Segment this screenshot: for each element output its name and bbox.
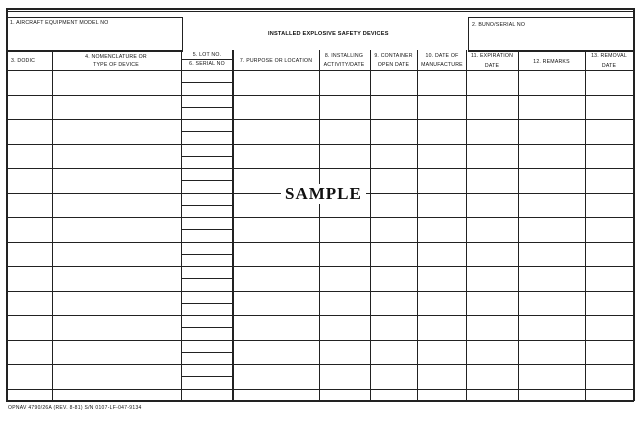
table-row-rule (6, 217, 634, 218)
field-1-box-top (6, 17, 183, 18)
grid-column-divider (52, 50, 53, 400)
lot-serial-subrow-rule (181, 205, 232, 206)
table-row-rule (6, 315, 634, 316)
col-13-label-b: DATE (601, 63, 617, 69)
field-1-box-bottom (6, 50, 183, 52)
form-left-border (6, 8, 8, 401)
safety-devices-form (6, 8, 634, 401)
lot-serial-subrow-rule (181, 254, 232, 255)
field-1-box-right (182, 17, 183, 50)
table-row-rule (6, 266, 634, 267)
grid-column-divider (417, 50, 418, 400)
table-row-rule (6, 364, 634, 365)
form-top-rule (6, 8, 634, 10)
table-row-rule (6, 168, 634, 169)
form-title: INSTALLED EXPLOSIVE SAFETY DEVICES (268, 31, 389, 37)
field-2-box-top (468, 17, 634, 18)
table-row-rule (6, 340, 634, 341)
lot-serial-subrow-rule (181, 327, 232, 328)
col-12-label: 12. REMARKS (533, 59, 570, 65)
field-2-label: 2. BUNO/SERIAL NO (472, 22, 526, 28)
form-bottom-rule (6, 400, 634, 402)
grid-column-divider (585, 50, 586, 400)
lot-serial-subrow-rule (181, 352, 232, 353)
lot-serial-subrow-rule (181, 131, 232, 132)
grid-column-divider (370, 50, 371, 400)
col-11-label-b: DATE (484, 63, 500, 69)
col-9-label-b: OPEN DATE (377, 62, 410, 68)
table-row-rule (6, 119, 634, 120)
col-4-label-b: TYPE OF DEVICE (93, 62, 139, 68)
grid-column-divider (232, 50, 234, 400)
table-row-rule (6, 144, 634, 145)
col-10-label-a: 10. DATE OF (425, 53, 459, 59)
lot-serial-divider (181, 59, 232, 60)
lot-serial-subrow-rule (181, 82, 232, 83)
col-8-label-b: ACTIVITY/DATE (323, 62, 365, 68)
table-row-rule (6, 95, 634, 96)
col-10-label-b: MANUFACTURE (421, 62, 463, 68)
sample-watermark: SAMPLE (281, 184, 366, 204)
table-row-rule (6, 242, 634, 243)
table-row-rule (6, 291, 634, 292)
field-2-box-left (468, 17, 469, 50)
grid-column-divider (466, 50, 467, 400)
form-right-border (633, 8, 635, 401)
col-8-label-a: 8. INSTALLING (324, 53, 364, 59)
col-13-label-a: 13. REMOVAL (591, 53, 627, 59)
lot-serial-subrow-rule (181, 107, 232, 108)
form-footer: OPNAV 4790/26A (REV. 8-81) S/N 0107-LF-047-9134 (8, 405, 142, 411)
lot-serial-subrow-rule (181, 229, 232, 230)
col-9-label-a: 9. CONTAINER (374, 53, 413, 59)
field-2-box-bottom (468, 50, 634, 52)
table-row-rule (6, 389, 634, 390)
col-3-label: 3. DODIC (11, 58, 36, 64)
col-11-label-a: 11. EXPIRATION (470, 53, 514, 59)
col-4-label-a: 4. NOMENCLATURE OR (85, 54, 147, 60)
lot-serial-subrow-rule (181, 278, 232, 279)
col-6-label: 6. SERIAL NO (189, 61, 225, 67)
lot-serial-subrow-rule (181, 303, 232, 304)
form-top-rule-inner (6, 11, 634, 12)
grid-column-divider (319, 50, 320, 400)
lot-serial-subrow-rule (181, 376, 232, 377)
lot-serial-subrow-rule (181, 180, 232, 181)
col-5-label: 5. LOT NO. (192, 52, 222, 58)
grid-column-divider (518, 50, 519, 400)
field-1-label: 1. AIRCRAFT EQUIPMENT MODEL NO (10, 20, 109, 26)
col-7-label: 7. PURPOSE OR LOCATION (239, 58, 313, 64)
lot-serial-subrow-rule (181, 156, 232, 157)
header-bottom-rule (6, 70, 634, 71)
grid-column-divider (181, 50, 182, 400)
